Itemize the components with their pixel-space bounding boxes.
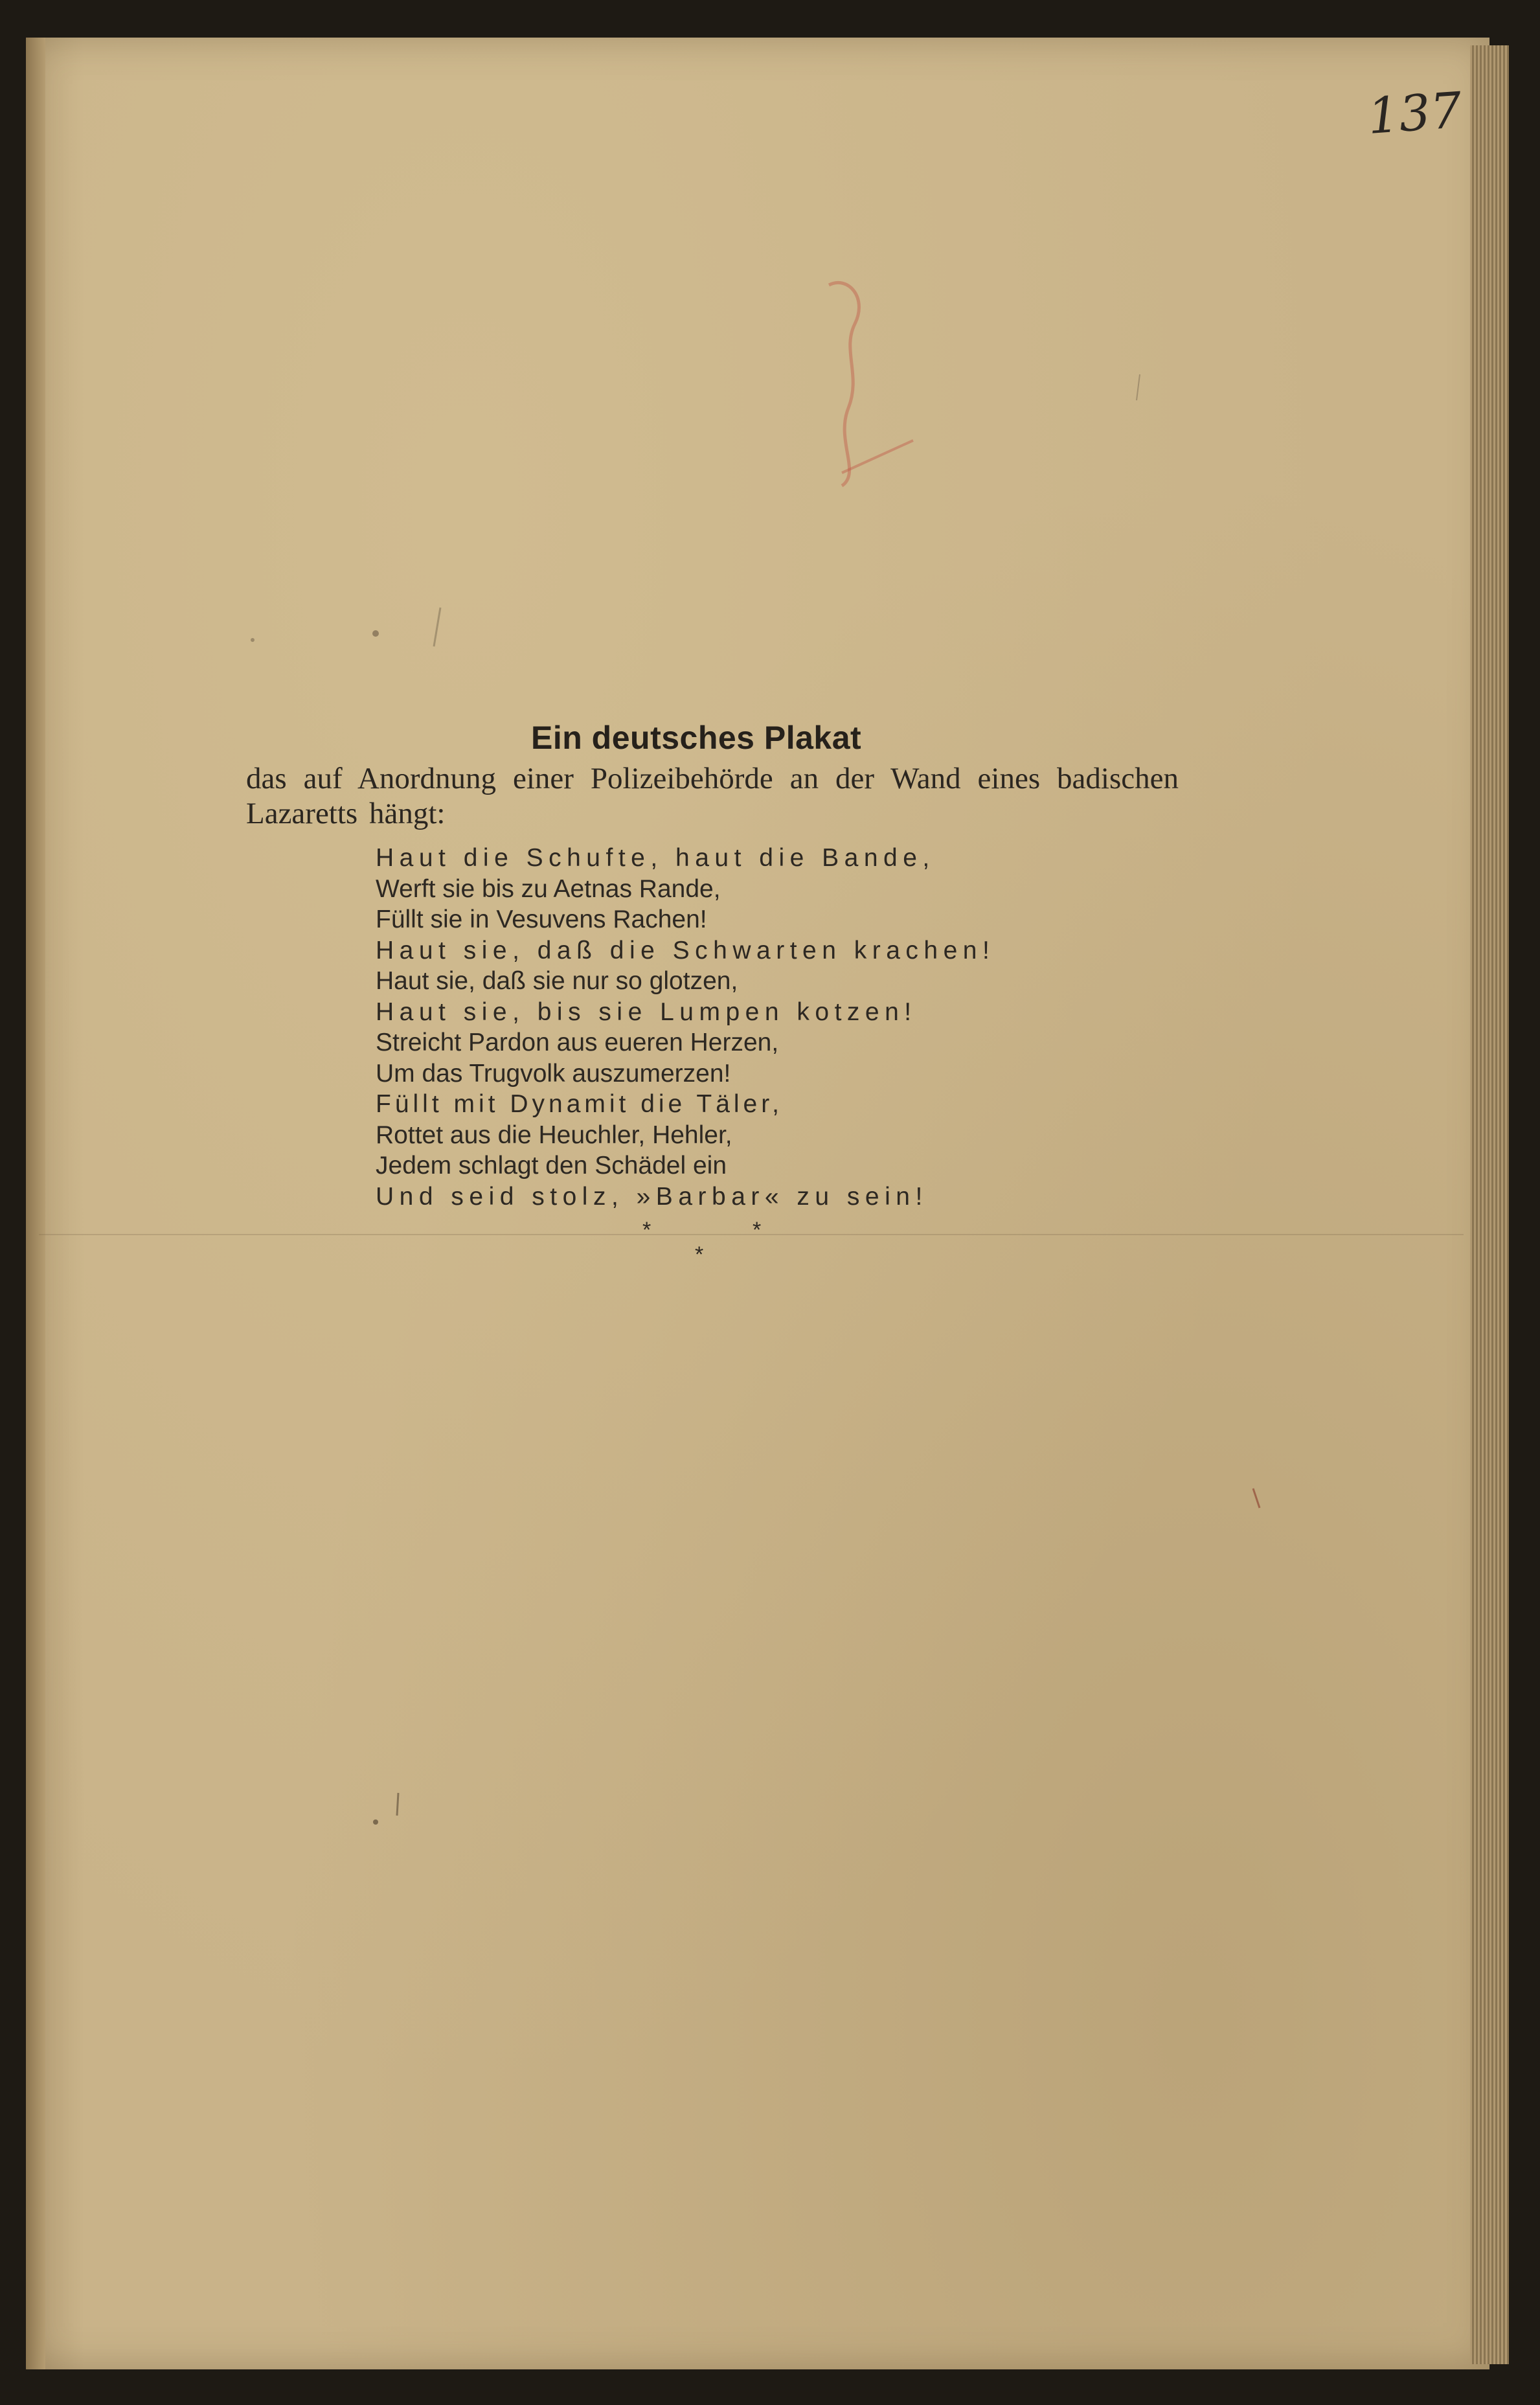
poem-line: Streicht Pardon aus eueren Herzen, (376, 1029, 779, 1056)
red-pencil-mark (822, 279, 920, 492)
asterisk: * (753, 1218, 762, 1242)
asterisk: * (695, 1242, 704, 1267)
poem-subtitle: das auf Anordnung einer Polizeibehörde an der Wand eines badischen Lazaretts hängt: (246, 762, 1179, 830)
handwritten-page-number: 137 (1366, 81, 1464, 145)
poem-line: Füllt sie in Vesuvens Rachen! (376, 906, 707, 933)
poem-line: Haut sie, bis sie Lumpen kotzen! (376, 997, 917, 1026)
poem-line: Haut sie, daß sie nur so glotzen, (376, 967, 738, 995)
poem-line: Jedem schlagt den Schädel ein (376, 1152, 727, 1180)
poem-line: Füllt mit Dynamit die Täler, (376, 1090, 783, 1118)
poem-line: Haut sie, daß die Schwarten krachen! (376, 936, 995, 964)
poem-line: Und seid stolz, »Barbar« zu sein! (376, 1182, 928, 1211)
poem-line: Um das Trugvolk auszumerzen! (376, 1059, 731, 1088)
asterism-divider (628, 1218, 784, 1270)
asterisk: * (642, 1218, 651, 1242)
poem-line: Haut die Schufte, haut die Bande, (376, 844, 935, 872)
book-spine-edge (26, 38, 45, 2369)
poem-line: Rottet aus die Heuchler, Hehler, (376, 1121, 732, 1149)
poem-text (376, 843, 995, 1212)
poem-title: Ein deutsches Plakat (531, 720, 862, 756)
page-stack-edge (1470, 45, 1509, 2364)
poem-line: Werft sie bis zu Aetnas Rande, (376, 874, 721, 903)
